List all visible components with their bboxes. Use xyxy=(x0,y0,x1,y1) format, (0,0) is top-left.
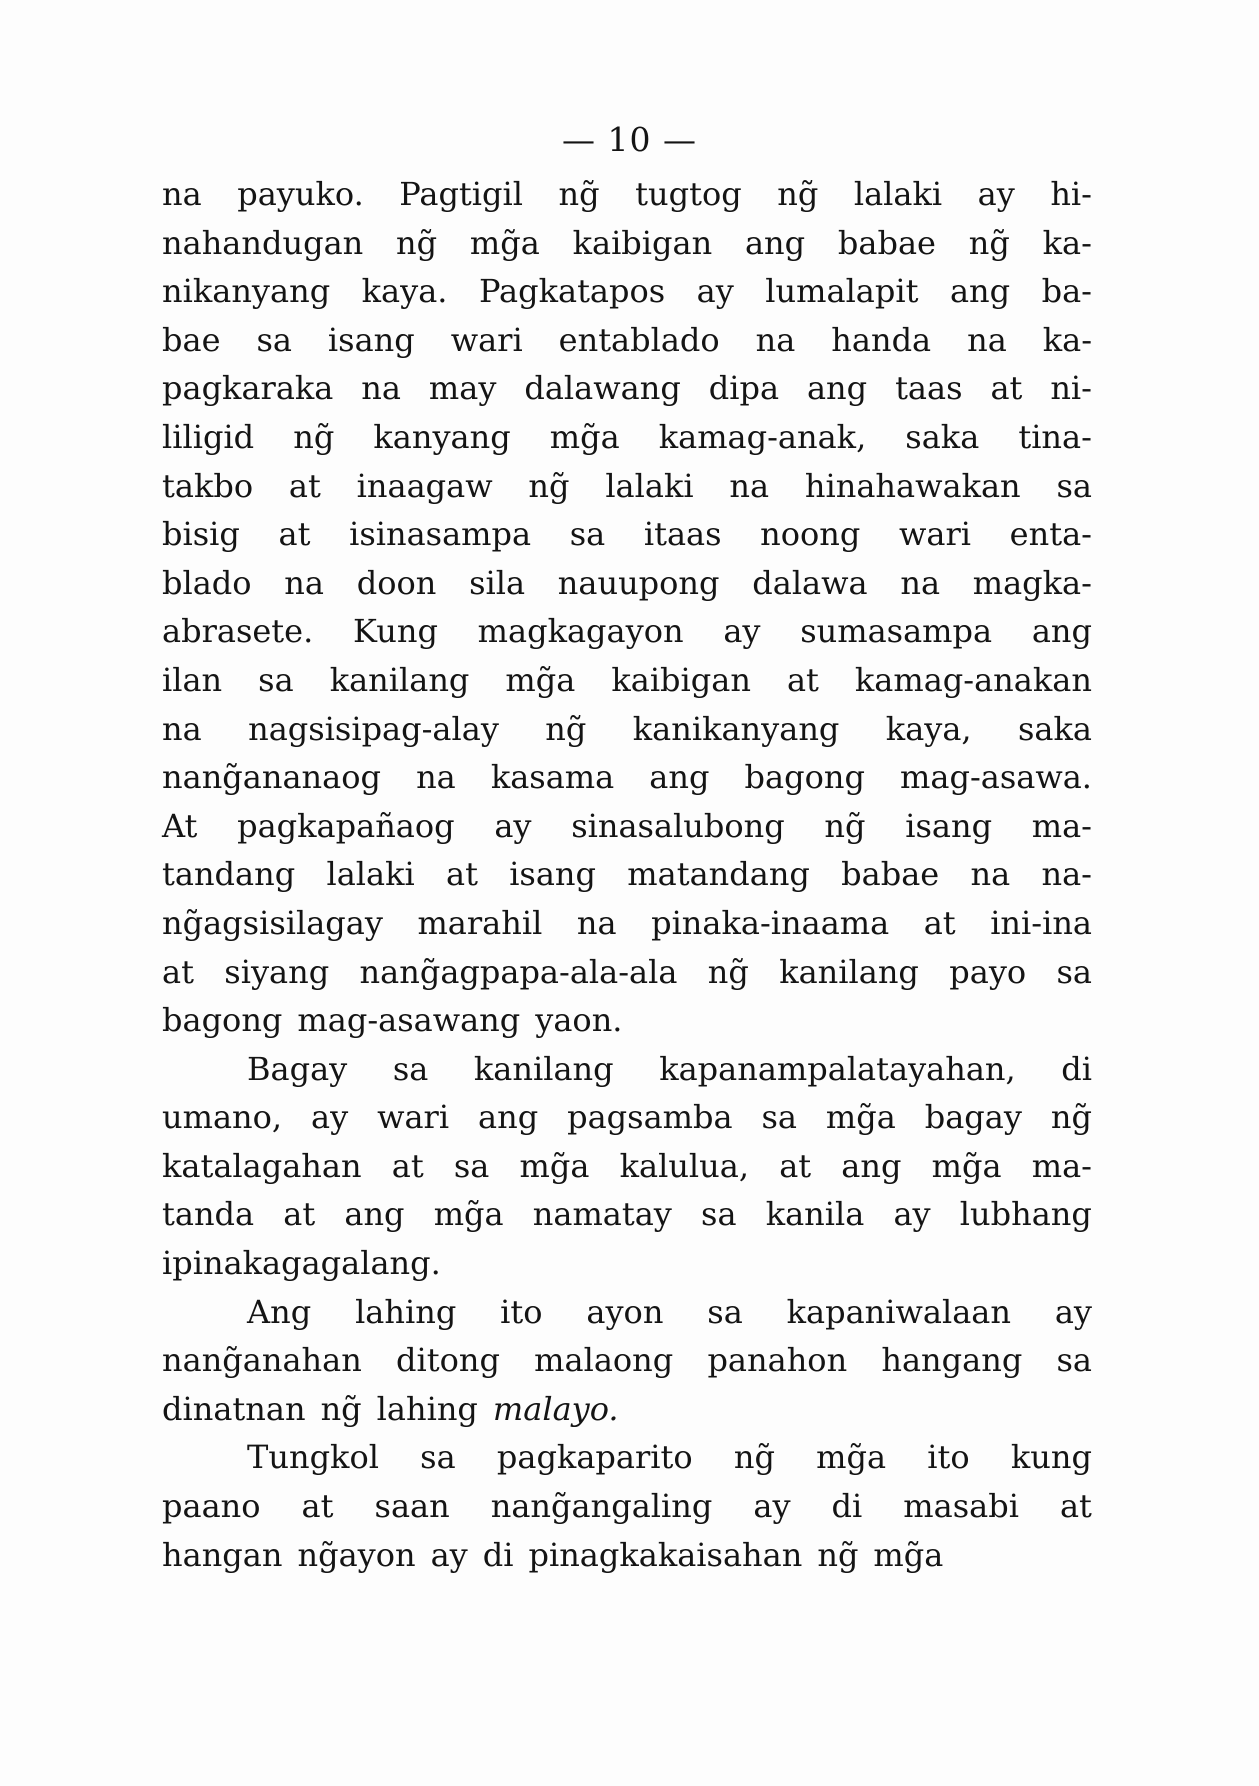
word: At xyxy=(162,806,198,845)
text-line xyxy=(162,850,1092,899)
word: mg̃a xyxy=(519,1146,590,1185)
word: na xyxy=(755,320,796,359)
word: isinasampa xyxy=(349,515,532,554)
word: ay xyxy=(430,1535,468,1574)
word: ini-ina xyxy=(990,903,1092,942)
text-line xyxy=(162,1190,1092,1239)
word: magkagayon xyxy=(477,612,684,651)
word: blado xyxy=(162,563,252,602)
word: di xyxy=(1061,1049,1092,1088)
word: kanilang xyxy=(329,660,470,699)
word: na xyxy=(970,855,1011,894)
word: ang xyxy=(744,223,806,262)
word: ba- xyxy=(1041,272,1092,311)
text-line xyxy=(162,753,1092,802)
word: kapanampalatayahan, xyxy=(659,1049,1016,1088)
text-line xyxy=(162,1531,1092,1580)
word: masabi xyxy=(903,1487,1019,1526)
word: panahon xyxy=(707,1341,848,1380)
word: ma- xyxy=(1031,1146,1092,1185)
text-line xyxy=(162,267,1092,316)
word: lumalapit xyxy=(765,272,919,311)
word: at xyxy=(990,369,1023,408)
word: ditong xyxy=(396,1341,500,1380)
word: kamag-anakan xyxy=(854,660,1092,699)
word: ng̃ xyxy=(545,709,587,748)
word: ito xyxy=(927,1438,970,1477)
word: dinatnan xyxy=(162,1389,306,1428)
word: ng̃ xyxy=(817,1535,859,1574)
word: nang̃angaling xyxy=(490,1487,713,1526)
word: paano xyxy=(162,1487,261,1526)
word: ng̃ xyxy=(968,223,1010,262)
word: nang̃anahan xyxy=(162,1341,362,1380)
word: tanda xyxy=(162,1195,255,1234)
word: kaibigan xyxy=(611,660,751,699)
word: pinaka-inaama xyxy=(651,903,890,942)
text-line xyxy=(162,1336,1092,1385)
word: ay xyxy=(494,806,532,845)
text-line xyxy=(162,1482,1092,1531)
word: kung xyxy=(1010,1438,1092,1477)
word: kanyang xyxy=(373,417,511,456)
word: sa xyxy=(392,1049,429,1088)
word: sa xyxy=(258,660,294,699)
word: enta- xyxy=(1009,515,1092,554)
word: kanikanyang xyxy=(632,709,840,748)
word: wari xyxy=(377,1098,450,1137)
word: mg̃a xyxy=(825,1098,896,1137)
word: saan xyxy=(374,1487,450,1526)
word: sa xyxy=(1056,1341,1092,1380)
word: ang xyxy=(344,1195,405,1234)
text-line xyxy=(162,1045,1092,1094)
word: ng̃ xyxy=(824,806,866,845)
text-line xyxy=(162,1433,1092,1482)
word: kanilang xyxy=(473,1049,614,1088)
word: tina- xyxy=(1018,417,1092,456)
word: mg̃a xyxy=(873,1535,944,1574)
word: Ang xyxy=(247,1292,312,1331)
word: sa xyxy=(453,1146,490,1185)
word: mg̃a xyxy=(931,1146,1002,1185)
word: at xyxy=(162,952,194,991)
word: tugtog xyxy=(635,175,742,213)
word: saka xyxy=(905,417,980,456)
text-line xyxy=(162,802,1092,851)
word: at xyxy=(278,515,311,554)
text-line xyxy=(162,1239,1092,1288)
word: siyang xyxy=(224,952,330,991)
word: babae xyxy=(837,223,936,262)
word: na xyxy=(416,758,456,797)
word: sumasampa xyxy=(800,612,993,651)
text-line xyxy=(162,462,1092,511)
word: ang xyxy=(949,272,1011,311)
word: itaas xyxy=(643,515,722,554)
paragraph xyxy=(162,1045,1092,1288)
text-line xyxy=(162,656,1092,705)
word: kasama xyxy=(490,758,615,797)
word: ay xyxy=(753,1487,791,1526)
word: sinasalubong xyxy=(571,806,785,845)
word: ay xyxy=(311,1098,349,1137)
word: isang xyxy=(509,855,597,894)
word: sa xyxy=(707,1292,743,1331)
word: noong xyxy=(760,515,861,554)
word: lalaki xyxy=(853,175,943,213)
word: na xyxy=(729,466,770,505)
text-line xyxy=(162,1093,1092,1142)
word: hi- xyxy=(1050,175,1092,213)
word: wari xyxy=(450,320,523,359)
word: kaya. xyxy=(361,272,448,311)
word: ng̃ xyxy=(558,175,600,213)
text-line xyxy=(162,996,1092,1045)
paragraph xyxy=(162,170,1092,1045)
word: yaon. xyxy=(535,1001,623,1040)
word: payuko. xyxy=(237,175,364,213)
word: kalulua, xyxy=(619,1146,750,1185)
word: lahing xyxy=(376,1389,478,1428)
word: nauupong xyxy=(557,563,720,602)
word: lubhang xyxy=(959,1195,1092,1234)
word: kaya, xyxy=(885,709,972,748)
word: mg̃a xyxy=(505,660,576,699)
word: saka xyxy=(1017,709,1092,748)
word: pinagkakaisahan xyxy=(528,1535,803,1574)
word: at xyxy=(786,660,819,699)
word: matandang xyxy=(627,855,810,894)
word: nang̃ananaog xyxy=(162,758,381,797)
word: mg̃a xyxy=(816,1438,887,1477)
word: wari xyxy=(899,515,972,554)
word: ito xyxy=(500,1292,543,1331)
word: lalaki xyxy=(605,466,694,505)
word: may xyxy=(428,369,497,408)
word: namatay xyxy=(532,1195,672,1234)
word: sa xyxy=(761,1098,797,1137)
word: nagsisipag-alay xyxy=(248,709,499,748)
word: at xyxy=(445,855,478,894)
word: ng̃ xyxy=(733,1438,775,1477)
word: dalawang xyxy=(524,369,681,408)
word: at xyxy=(391,1146,424,1185)
word: ng̃ xyxy=(777,175,819,213)
word: bagong xyxy=(162,1001,283,1040)
word: ang xyxy=(841,1146,902,1185)
word: ilan xyxy=(162,660,223,699)
word: ka- xyxy=(1042,223,1092,262)
word: hinahawakan xyxy=(804,466,1021,505)
word: ng̃ xyxy=(293,417,335,456)
word: abrasete. xyxy=(162,612,314,651)
word: katalagahan xyxy=(162,1146,362,1185)
word: ayon xyxy=(586,1292,664,1331)
word: na- xyxy=(1041,855,1092,894)
text-line xyxy=(162,219,1092,268)
text-line xyxy=(162,413,1092,462)
italic-word: malayo. xyxy=(492,1389,619,1428)
word: ay xyxy=(696,272,734,311)
word: kanila xyxy=(765,1195,865,1234)
paragraph xyxy=(162,1288,1092,1434)
word: na xyxy=(900,563,941,602)
word: nang̃agpapa-ala-ala xyxy=(359,952,678,991)
word: at xyxy=(288,466,321,505)
body-text xyxy=(162,170,1092,1579)
text-line xyxy=(162,1385,1092,1434)
word: kanilang xyxy=(779,952,919,991)
word: ma- xyxy=(1031,806,1092,845)
word: ng̃agsisilagay xyxy=(162,903,383,942)
word: na xyxy=(162,709,202,748)
word: ang xyxy=(478,1098,539,1137)
word: mg̃a xyxy=(549,417,620,456)
word: ay xyxy=(977,175,1015,213)
word: Kung xyxy=(353,612,438,651)
word: sa xyxy=(701,1195,737,1234)
word: at xyxy=(779,1146,812,1185)
word: ng̃ xyxy=(707,952,749,991)
word: Pagtigil xyxy=(399,175,523,213)
word: mg̃a xyxy=(433,1195,504,1234)
word: ay xyxy=(893,1195,931,1234)
word: pagkaparito xyxy=(496,1438,693,1477)
paragraph xyxy=(162,1433,1092,1579)
word: ka- xyxy=(1042,320,1092,359)
word: ng̃ xyxy=(528,466,570,505)
word: ipinakagagalang. xyxy=(162,1244,441,1283)
word: na xyxy=(284,563,324,602)
word: kaibigan xyxy=(572,223,713,262)
text-line xyxy=(162,559,1092,608)
word: Pagkatapos xyxy=(478,272,666,311)
word: na xyxy=(162,175,202,213)
word: ng̃ayon xyxy=(297,1535,416,1574)
word: na xyxy=(967,320,1007,359)
word: magka- xyxy=(972,563,1092,602)
word: umano, xyxy=(162,1098,283,1137)
text-line xyxy=(162,170,1092,219)
word: sa xyxy=(1056,952,1092,991)
word: at xyxy=(923,903,956,942)
word: marahil xyxy=(417,903,543,942)
text-line xyxy=(162,1288,1092,1337)
text-line xyxy=(162,607,1092,656)
word: mag-asawa. xyxy=(900,758,1092,797)
word: di xyxy=(482,1535,514,1574)
word: hangang xyxy=(881,1341,1023,1380)
word: pagkaraka xyxy=(162,369,334,408)
word: sa xyxy=(420,1438,456,1477)
word: isang xyxy=(905,806,993,845)
word: di xyxy=(831,1487,863,1526)
word: at xyxy=(301,1487,334,1526)
word: at xyxy=(1059,1487,1092,1526)
word: sa xyxy=(256,320,292,359)
word: Tungkol xyxy=(247,1438,379,1477)
word: tandang xyxy=(162,855,296,894)
word: liligid xyxy=(162,417,255,456)
page-number: — 10 — xyxy=(562,120,697,159)
word: Bagay xyxy=(247,1049,348,1088)
text-line xyxy=(162,1142,1092,1191)
word: kapaniwalaan xyxy=(786,1292,1011,1331)
text-line xyxy=(162,899,1092,948)
word: sa xyxy=(569,515,606,554)
word: dalawa xyxy=(752,563,868,602)
text-line xyxy=(162,364,1092,413)
word: ang xyxy=(649,758,710,797)
word: mg̃a xyxy=(469,223,540,262)
word: sa xyxy=(1056,466,1092,505)
text-line xyxy=(162,705,1092,754)
word: isang xyxy=(327,320,415,359)
word: doon xyxy=(356,563,437,602)
word: payo xyxy=(949,952,1027,991)
word: bagay xyxy=(924,1098,1022,1137)
word: taas xyxy=(895,369,963,408)
text-line xyxy=(162,510,1092,559)
word: nikanyang xyxy=(162,272,331,311)
word: bae xyxy=(162,320,221,359)
word: entablado xyxy=(558,320,720,359)
word: mag-asawang xyxy=(297,1001,521,1040)
word: bagong xyxy=(744,758,865,797)
word: lahing xyxy=(355,1292,457,1331)
word: malaong xyxy=(534,1341,674,1380)
word: ng̃ xyxy=(1050,1098,1092,1137)
word: na xyxy=(576,903,617,942)
word: sila xyxy=(469,563,526,602)
word: kamag-anak, xyxy=(658,417,867,456)
word: ni- xyxy=(1050,369,1092,408)
text-line xyxy=(162,948,1092,997)
word: na xyxy=(361,369,401,408)
word: ay xyxy=(723,612,761,651)
word: ay xyxy=(1054,1292,1092,1331)
word: ang xyxy=(806,369,868,408)
word: hangan xyxy=(162,1535,283,1574)
word: nahandugan xyxy=(162,223,364,262)
word: pagsamba xyxy=(567,1098,733,1137)
word: bisig xyxy=(162,515,240,554)
word: ng̃ xyxy=(320,1389,362,1428)
word: ang xyxy=(1031,612,1092,651)
word: takbo xyxy=(162,466,254,505)
word: inaagaw xyxy=(356,466,493,505)
text-line xyxy=(162,316,1092,365)
word: ng̃ xyxy=(396,223,438,262)
word: handa xyxy=(831,320,932,359)
word: lalaki xyxy=(326,855,415,894)
word: dipa xyxy=(708,369,780,408)
word: pagkapañaog xyxy=(237,806,455,845)
word: babae xyxy=(841,855,940,894)
word: at xyxy=(283,1195,316,1234)
